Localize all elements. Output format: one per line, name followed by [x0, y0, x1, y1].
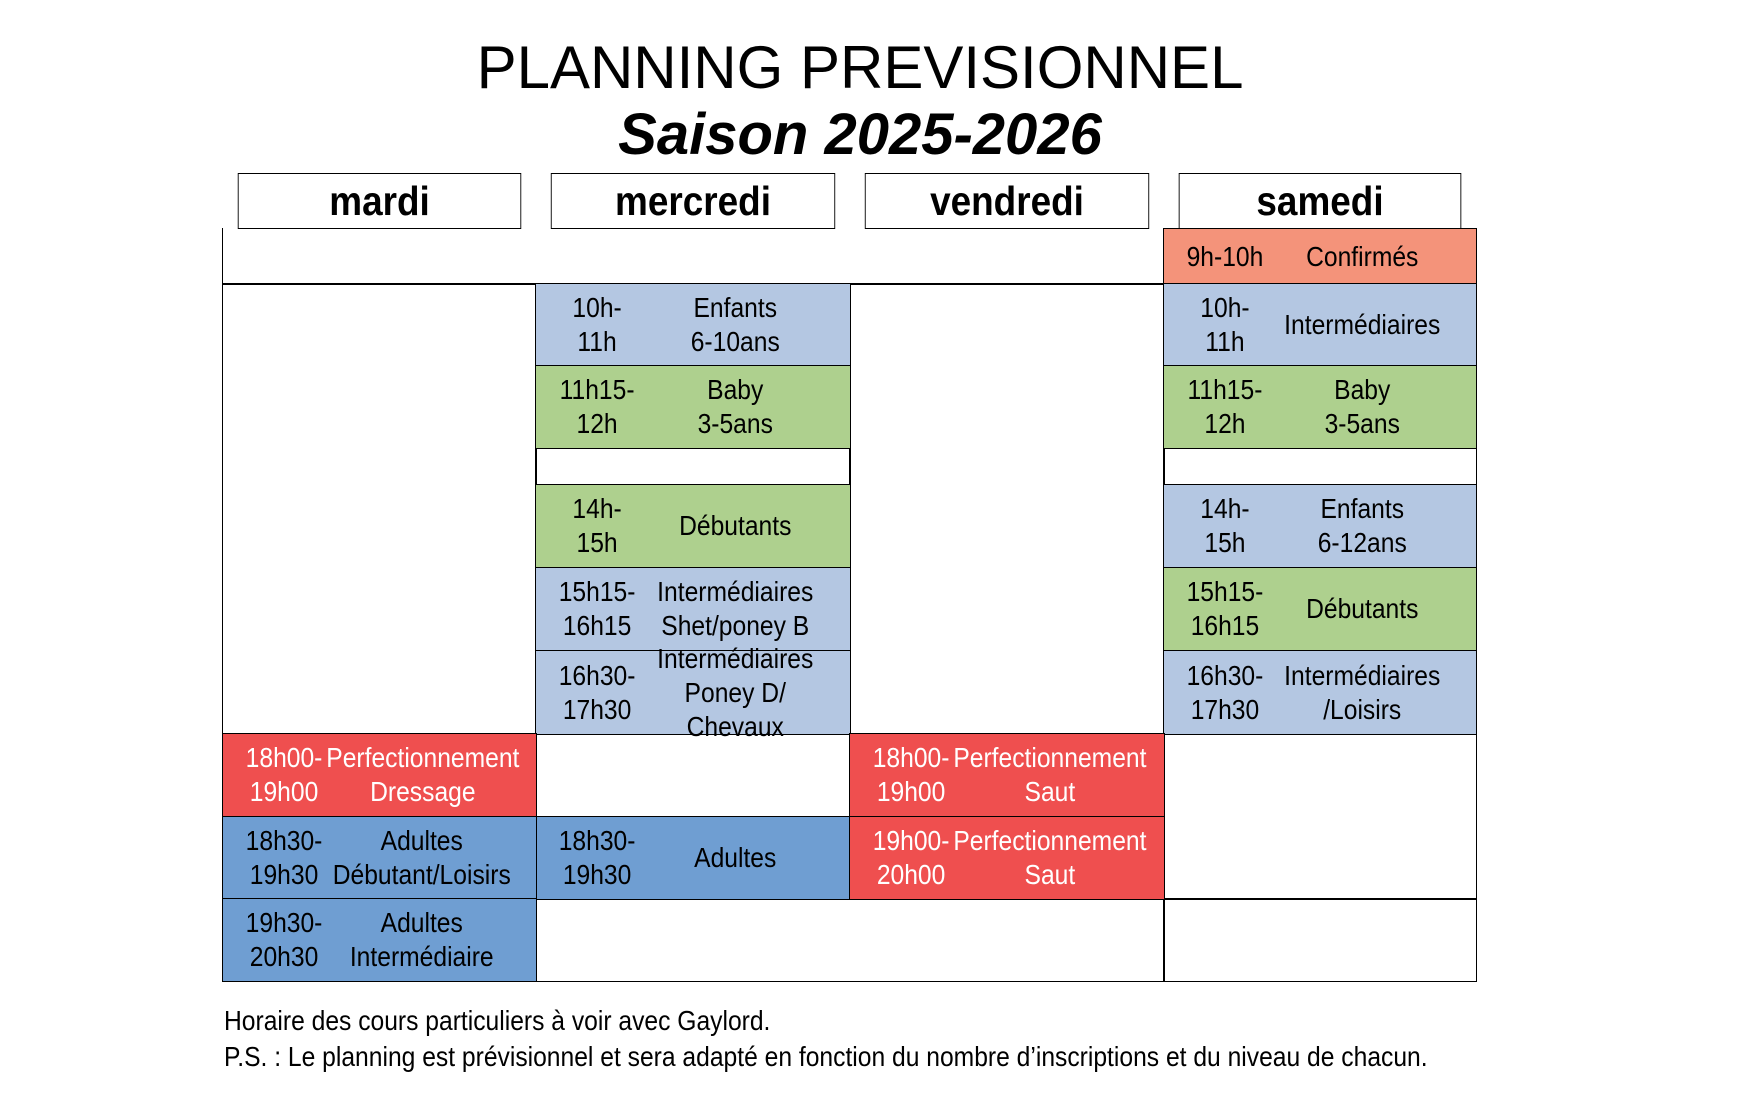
slot-label: Adultes Intermédiaire [349, 907, 494, 972]
slot-label: Perfectionnement Saut [953, 742, 1147, 807]
slot-time: 10h-11h [1200, 292, 1250, 357]
slot-time: 10h-11h [572, 292, 622, 357]
slot-mercredi-10h [535, 283, 851, 367]
empty-samedi-lunch [1163, 448, 1477, 485]
empty-samedi-evening [1163, 733, 1477, 900]
slot-label: Intermédiaires Shet/poney B [657, 576, 814, 641]
empty-row-9h [222, 228, 1165, 285]
slot-mercredi-18h30 [535, 816, 851, 900]
slot-label: Perfectionnement Saut [953, 825, 1147, 890]
day-header-samedi: samedi [1179, 173, 1462, 229]
note-private-lessons: Horaire des cours particuliers à voir avec Gaylord. [224, 1005, 771, 1036]
slot-label: Intermédiaires [1284, 309, 1441, 340]
slot-label: Enfants 6-12ans [1317, 493, 1407, 558]
empty-mercredi-18h [535, 733, 851, 817]
slot-time: 9h-10h [1186, 240, 1264, 272]
slot-mardi-19h30 [222, 898, 537, 982]
slot-samedi-11h15 [1163, 365, 1477, 449]
slot-time: 18h30- 19h30 [245, 825, 323, 890]
slot-label: Baby 3-5ans [1324, 374, 1400, 439]
slot-label: Adultes Débutant/Loisirs [332, 825, 511, 890]
slot-vendredi-19h [849, 816, 1165, 900]
slot-mercredi-14h [535, 484, 851, 568]
slot-label: Confirmés [1306, 240, 1419, 272]
slot-label: Baby 3-5ans [697, 374, 773, 439]
slot-vendredi-18h [849, 733, 1165, 817]
slot-time: 16h30- 17h30 [558, 659, 636, 725]
slot-samedi-9h [1163, 228, 1477, 285]
slot-time: 14h-15h [572, 493, 622, 558]
slot-mercredi-15h15 [535, 567, 851, 651]
empty-row-1930 [535, 898, 1165, 982]
slot-label: Intermédiaires Poney D/ Chevaux [657, 642, 814, 742]
note-ps: P.S. : Le planning est prévisionnel et sera adapté en fonction du nombre d’inscriptions et du niveau de chacun. [224, 1041, 1428, 1072]
slot-time: 19h00- 20h00 [872, 825, 950, 890]
slot-label: Perfectionnement Dressage [326, 742, 520, 807]
slot-label: Intermédiaires /Loisirs [1284, 659, 1441, 725]
slot-mardi-18h [222, 733, 537, 817]
slot-mardi-18h30 [222, 816, 537, 900]
slot-mercredi-16h30 [535, 642, 851, 742]
slot-samedi-14h [1163, 484, 1477, 568]
empty-samedi-1930 [1163, 898, 1477, 982]
slot-label: Débutants [679, 510, 792, 541]
slot-time: 15h15- 16h15 [1186, 576, 1264, 641]
page-title: PLANNING PREVISIONNEL [476, 34, 1244, 101]
page-subtitle: Saison 2025-2026 [618, 102, 1102, 167]
day-header-mercredi: mercredi [551, 173, 835, 229]
slot-time: 14h-15h [1200, 493, 1250, 558]
slot-samedi-16h30 [1163, 650, 1477, 735]
slot-label: Adultes [694, 842, 777, 873]
slot-mercredi-11h15 [535, 365, 851, 449]
empty-mardi-day [222, 283, 537, 735]
empty-mercredi-lunch [535, 448, 851, 485]
slot-time: 11h15- 12h [1187, 374, 1263, 439]
slot-time: 16h30- 17h30 [1186, 659, 1264, 725]
slot-time: 19h30- 20h30 [245, 907, 323, 972]
slot-time: 15h15- 16h15 [558, 576, 636, 641]
slot-time: 11h15- 12h [559, 374, 635, 439]
day-header-vendredi: vendredi [865, 173, 1149, 229]
empty-vendredi-day [849, 283, 1165, 735]
slot-label: Enfants 6-10ans [690, 292, 780, 357]
slot-label: Débutants [1306, 593, 1419, 624]
day-header-mardi: mardi [238, 173, 522, 229]
slot-samedi-15h15 [1163, 567, 1477, 651]
slot-time: 18h00- 19h00 [872, 742, 950, 807]
slot-samedi-10h [1163, 283, 1477, 367]
slot-time: 18h00- 19h00 [245, 742, 323, 807]
slot-time: 18h30- 19h30 [558, 825, 636, 890]
